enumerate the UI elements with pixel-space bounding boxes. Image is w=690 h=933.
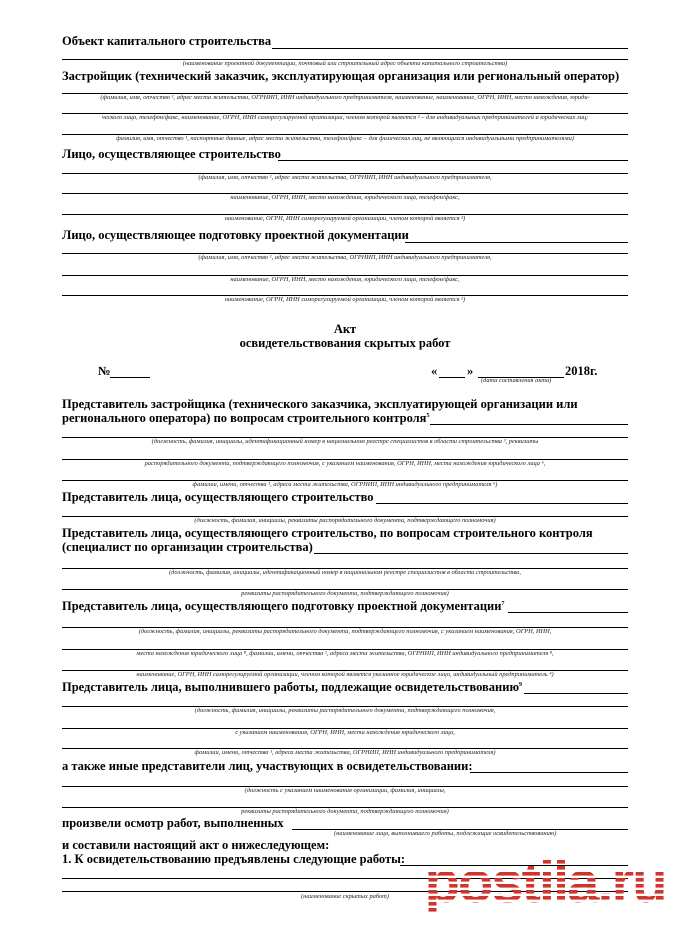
developer-caption-2: ческого лица, телефон/факс, наименование, ОГРН, ИНН саморегулируемой организации, членом которой является ² – для индивидуальных предпринимателей и юридических лиц; xyxy=(101,114,589,121)
others-caption-2: реквизиты распорядительного документа, подтверждающего полномочия) xyxy=(241,808,449,815)
others-label: а также иные представители лиц, участвующих в освидетельствовании: xyxy=(62,759,473,773)
date-close-quote: » xyxy=(467,364,474,378)
dev-rep-caption-1: (должность, фамилия, инициалы, идентификационный номер в национальном реестре специалистов в области строительства ³, реквизиты xyxy=(151,438,539,445)
dev-rep-caption-3: фамилии, имени, отчества ¹, адреса места жительства, ОГРНИП, ИНН индивидуального предпринимателя ⁶) xyxy=(192,481,498,488)
others-field-1[interactable] xyxy=(470,772,628,773)
others-caption-1: (должность с указанием наименования организации, фамилия, инициалы, xyxy=(244,787,446,794)
builder-field-1[interactable] xyxy=(278,160,628,161)
postila-watermark-icon xyxy=(424,842,666,915)
builder-caption-3: наименование, ОГРН, ИНН саморегулируемой организации, членом которой является ²) xyxy=(224,215,466,222)
designer-rep-field-1[interactable] xyxy=(508,612,628,613)
act-subtitle: освидетельствования скрытых работ xyxy=(239,336,451,350)
object-field[interactable] xyxy=(272,48,628,49)
performed-label: произвели осмотр работ, выполненных xyxy=(62,816,284,830)
act-number-label: № xyxy=(98,364,111,378)
builder-ctrl-caption-2: реквизиты распорядительного документа, подтверждающего полномочия) xyxy=(241,590,449,597)
developer-caption-1: (фамилия, имя, отчество ¹, адрес места жительства, ОГРНИП, ИНН индивидуального предпринимателя, наименование, наименование, ОГРН, ИНН, место нахождения, юриди- xyxy=(100,94,590,101)
designer-label: Лицо, осуществляющее подготовку проектной документации xyxy=(62,228,409,242)
act-title: Акт xyxy=(333,322,357,336)
designer-rep-caption-3: наименование, ОГРН, ИНН саморегулируемой организации, членом которой является указанное юридическое лицо, индивидуальный предприниматель ⁴) xyxy=(136,671,554,678)
dev-rep-label-line1: Представитель застройщика (технического заказчика, эксплуатирующей организации или xyxy=(62,397,578,411)
builder-rep-caption: (должность, фамилия, инициалы, реквизиты распорядительного документа, подтверждающего полномочия) xyxy=(194,517,496,524)
designer-rep-caption-1: (должность, фамилия, инициалы, реквизиты распорядительного документа, подтверждающего полномочия, с указанием наименования, ОГРН, ИНН, xyxy=(138,628,552,635)
builder-caption-1: (фамилия, имя, отчество ¹, адрес места жительства, ОГРНИП, ИНН индивидуального предпринимателя, xyxy=(198,174,492,181)
compiled-label: и составили настоящий акт о нижеследующем: xyxy=(62,838,330,852)
item1-caption: (наименование скрытых работ) xyxy=(301,893,389,900)
developer-caption-3: фамилия, имя, отчество ¹, паспортные данные, адрес места жительства, телефон/факс – для физических лиц, не являющихся индивидуальными предпринимателями) xyxy=(116,135,574,142)
dev-rep-field-1[interactable] xyxy=(430,424,628,425)
worker-rep-footnote: 9 xyxy=(519,681,523,688)
builder-ctrl-field-1[interactable] xyxy=(314,553,628,554)
worker-rep-label: Представитель лица, выполнившего работы, подлежащие освидетельствованию$^9$ xyxy=(62,680,523,694)
date-open-quote: « xyxy=(431,364,438,378)
builder-rep-field-1[interactable] xyxy=(376,503,628,504)
dev-rep-footnote: 5 xyxy=(426,412,430,419)
builder-ctrl-label-line1: Представитель лица, осуществляющего строительство, по вопросам строительного контроля xyxy=(62,526,593,540)
designer-field-1[interactable] xyxy=(405,242,628,243)
worker-rep-caption-3: фамилии, имени, отчества ¹, адреса места жительства, ОГРНИП, ИНН индивидуального предпринимателя) xyxy=(194,749,496,756)
developer-label: Застройщик (технический заказчик, эксплуатирующая организация или региональный оператор) xyxy=(62,69,620,83)
item1-label: 1. К освидетельствованию предъявлены следующие работы: xyxy=(62,852,406,866)
designer-rep-caption-2: места нахождения юридического лица ⁸, фамилии, имени, отчества ¹, адреса места жительства, ОГРНИП, ИНН индивидуального предпринимателя ⁸, xyxy=(136,650,554,657)
act-number-field[interactable] xyxy=(110,377,150,378)
builder-ctrl-caption-1: (должность, фамилия, инициалы, идентификационный номер в национальном реестре специалистов в области строительства, xyxy=(169,569,521,576)
watermark-text: postila.ru xyxy=(424,850,666,915)
date-year: 2018г. xyxy=(565,364,598,378)
object-caption: (наименование проектной документации, почтовый или строительный адрес объекта капитального строительства) xyxy=(182,60,508,67)
builder-ctrl-label-line2: (специалист по организации строительства) xyxy=(62,540,313,554)
worker-rep-caption-1: (должность, фамилия, инициалы, реквизиты распорядительного документа, подтверждающего полномочия, xyxy=(194,707,496,714)
date-day-field[interactable] xyxy=(439,377,465,378)
builder-label: Лицо, осуществляющее строительство xyxy=(62,147,281,161)
builder-caption-2: наименование, ОГРН, ИНН, место нахождения, юридического лица, телефон/факс, xyxy=(230,194,460,201)
designer-caption-1: (фамилия, имя, отчество ¹, адрес места жительства, ОГРНИП, ИНН индивидуального предпринимателя, xyxy=(198,254,492,261)
designer-rep-footnote: 7 xyxy=(501,600,505,607)
object-label: Объект капитального строительства xyxy=(62,34,272,48)
date-caption: (дата составления акта) xyxy=(481,377,552,384)
builder-rep-label: Представитель лица, осуществляющего строительство xyxy=(62,490,374,504)
worker-rep-caption-2: с указанием наименования, ОГРН, ИНН, места нахождения юридического лица, xyxy=(235,729,455,736)
designer-caption-3: наименование, ОГРН, ИНН саморегулируемой организации, членом которой является ²) xyxy=(224,296,466,303)
postila-watermark-logo xyxy=(424,842,666,915)
dev-rep-caption-2: распорядительного документа, подтверждающего полномочия, с указанием наименования, ОГРН, ИНН, места нахождения юридического лица ⁶, xyxy=(144,460,546,467)
dev-rep-label-line2: регионального оператора) по вопросам строительного контроля$^5$ xyxy=(62,411,430,425)
worker-rep-field-1[interactable] xyxy=(524,693,628,694)
designer-rep-label: Представитель лица, осуществляющего подготовку проектной документации$^7$ xyxy=(62,599,505,613)
performed-caption: (наименование лица, выполнившего работы, подлежащие освидетельствованию) xyxy=(334,830,557,837)
designer-caption-2: наименование, ОГРН, ИНН, место нахождения, юридического лица, телефон/факс, xyxy=(230,276,460,283)
